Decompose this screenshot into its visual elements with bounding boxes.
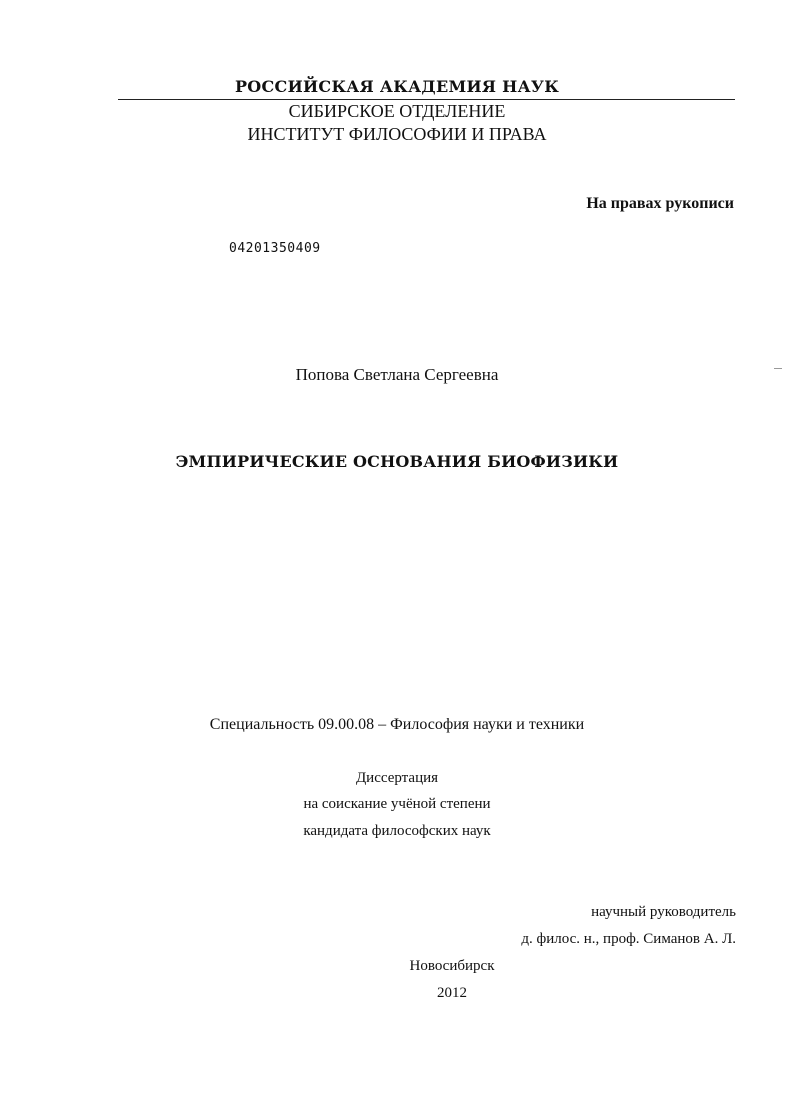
supervisor-role: научный руководитель: [591, 904, 736, 920]
supervisor-name: д. филос. н., проф. Симанов А. Л.: [521, 931, 736, 947]
dissertation-label: Диссертация: [355, 770, 439, 786]
header-divider: [118, 99, 735, 100]
author-name: Попова Светлана Сергеевна: [295, 365, 499, 384]
catalog-code: 04201350409: [229, 241, 321, 256]
degree-field-line: кандидата философских наук: [303, 823, 491, 839]
year: 2012: [437, 985, 467, 1001]
dissertation-title: ЭМПИРИЧЕСКИЕ ОСНОВАНИЯ БИОФИЗИКИ: [175, 452, 619, 471]
specialty-line: Специальность 09.00.08 – Философия науки и техники: [209, 716, 585, 733]
city: Новосибирск: [409, 958, 495, 974]
degree-line: на соискание учёной степени: [303, 796, 491, 812]
branch-name: СИБИРСКОЕ ОТДЕЛЕНИЕ: [288, 101, 506, 121]
institute-name: ИНСТИТУТ ФИЛОСОФИИ И ПРАВА: [247, 124, 547, 144]
academy-name: РОССИЙСКАЯ АКАДЕМИЯ НАУК: [234, 77, 560, 96]
rights-note: На правах рукописи: [586, 195, 734, 212]
